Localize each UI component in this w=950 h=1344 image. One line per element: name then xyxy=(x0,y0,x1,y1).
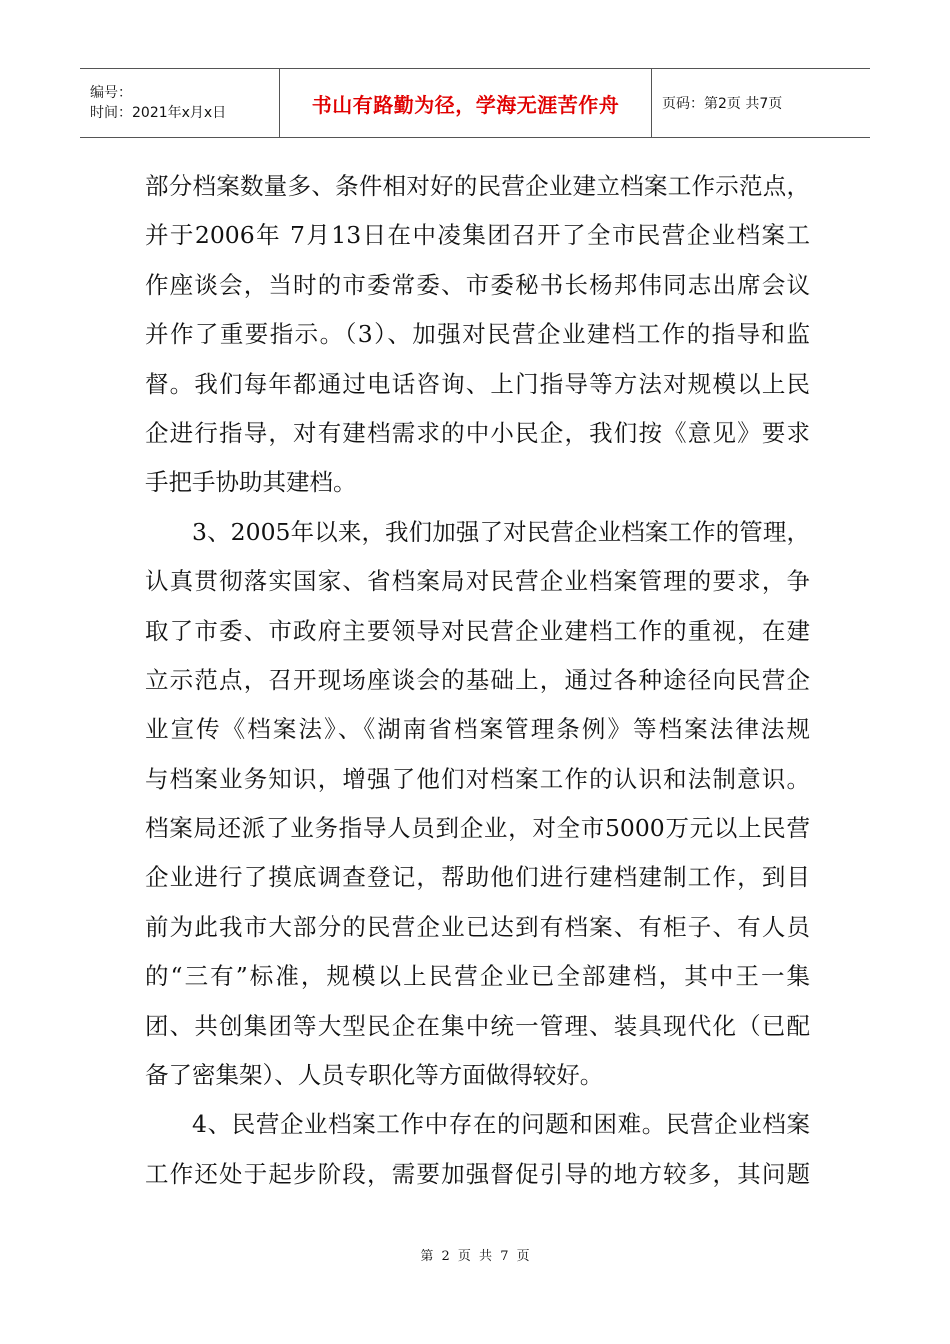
text-line: 手把手协助其建档。 xyxy=(145,468,357,497)
number-label: 编号： xyxy=(90,85,132,101)
text-line: 与档案业务知识，增强了他们对档案工作的认识和法制意识。 xyxy=(145,764,810,793)
text-line: 档案局还派了业务指导人员到企业，对全市5000万元以上民营 xyxy=(145,814,810,843)
text-line: 备了密集架）、人员专职化等方面做得较好。 xyxy=(145,1061,604,1090)
header-motto-cell xyxy=(280,69,652,137)
text-line: 4、民营企业档案工作中存在的问题和困难。民营企业档案 xyxy=(192,1110,810,1139)
text-line: 作座谈会，当时的市委常委、市委秘书长杨邦伟同志出席会议 xyxy=(145,270,810,299)
page-footer: 第 2 页 共 7 页 xyxy=(420,1249,530,1264)
text-line: 督。我们每年都通过电话咨询、上门指导等方法对规模以上民 xyxy=(145,369,810,398)
page-label: 页码：第2页 共7页 xyxy=(662,96,783,112)
text-line: 立示范点，召开现场座谈会的基础上，通过各种途径向民营企 xyxy=(145,665,810,694)
text-line: 的“三有”标准，规模以上民营企业已全部建档，其中王一集 xyxy=(145,962,810,991)
text-line: 工作还处于起步阶段，需要加强督促引导的地方较多，其问题 xyxy=(145,1159,810,1188)
document-header xyxy=(80,68,870,138)
text-line: 并于2006年 7月13日在中凌集团召开了全市民营企业档案工 xyxy=(145,221,810,250)
text-line: 业宣传《档案法》、《湖南省档案管理条例》等档案法律法规 xyxy=(145,715,810,744)
header-page-cell xyxy=(652,69,870,137)
text-line: 前为此我市大部分的民营企业已达到有档案、有柜子、有人员 xyxy=(145,912,810,941)
text-line: 团、共创集团等大型民企在集中统一管理、装具现代化（已配 xyxy=(145,1011,810,1040)
text-line: 并作了重要指示。（3）、加强对民营企业建档工作的指导和监 xyxy=(145,320,810,349)
text-line: 取了市委、市政府主要领导对民营企业建档工作的重视，在建 xyxy=(145,616,810,645)
text-line: 3、2005年以来，我们加强了对民营企业档案工作的管理， xyxy=(192,517,810,546)
text-line: 企进行指导，对有建档需求的中小民企，我们按《意见》要求 xyxy=(145,418,810,447)
motto-text: 书山有路勤为径，学海无涯苦作舟 xyxy=(311,92,620,117)
header-meta xyxy=(80,69,280,137)
text-line: 认真贯彻落实国家、省档案局对民营企业档案管理的要求，争 xyxy=(145,567,810,596)
text-line: 企业进行了摸底调查登记，帮助他们进行建档建制工作，到目 xyxy=(145,863,810,892)
time-label: 时间：2021年x月x日 xyxy=(90,105,227,121)
document-body xyxy=(145,162,810,1199)
text-line: 部分档案数量多、条件相对好的民营企业建立档案工作示范点， xyxy=(145,172,810,200)
